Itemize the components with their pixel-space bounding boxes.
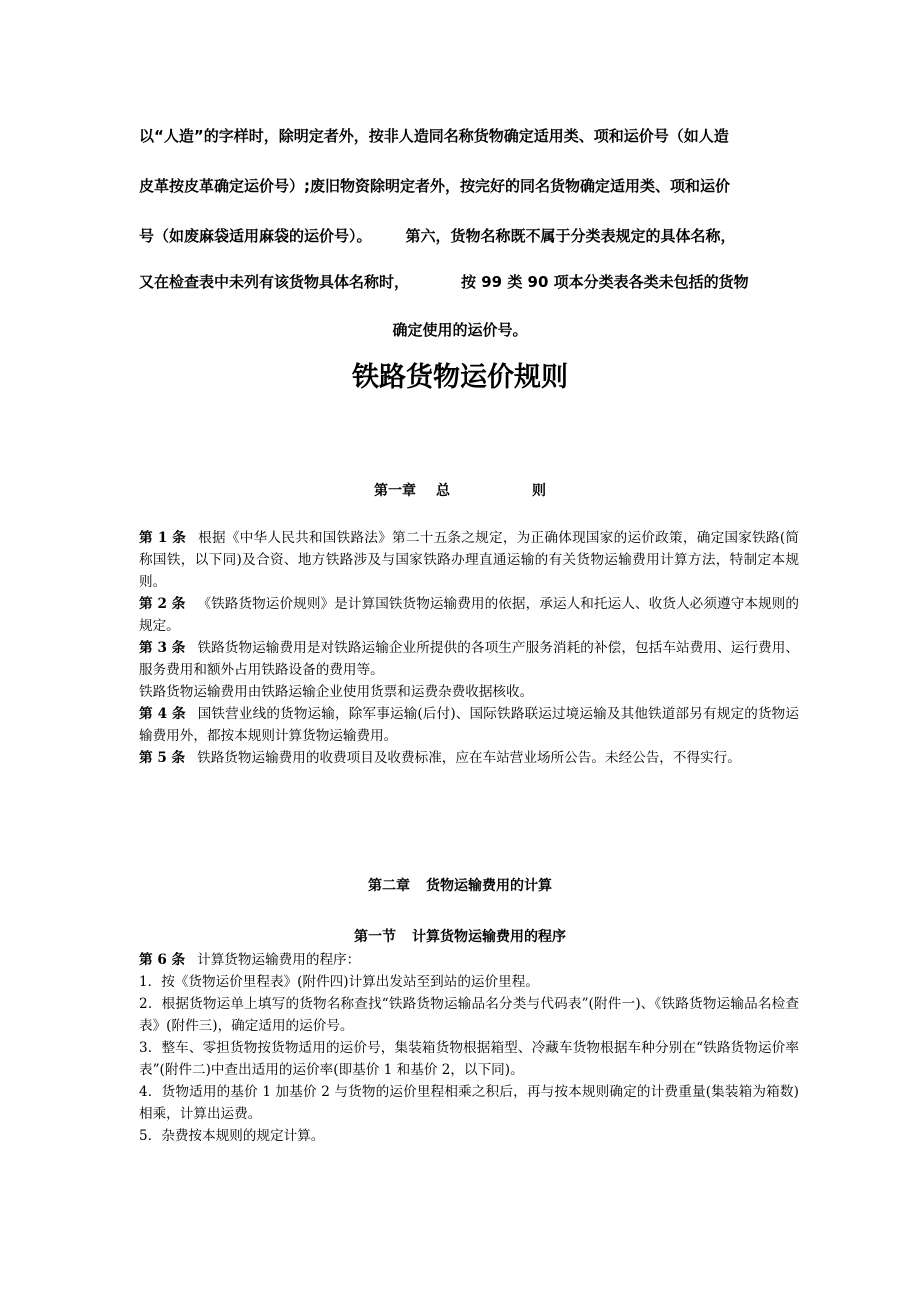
top-text-line-2: 皮革按皮革确定运价号）;废旧物资除明定者外，按完好的同名货物确定适用类、项和运价 bbox=[139, 177, 731, 195]
document-title: 铁路货物运价规则 bbox=[352, 362, 568, 393]
top-text-line-5: 确定使用的运价号。 bbox=[392, 321, 528, 339]
section-1-title: 计算货物运输费用的程序 bbox=[412, 929, 566, 945]
article-text: 铁路货物运输费用是对铁路运输企业所提供的各项生产服务消耗的补偿，包括车站费用、运行费用、服务费用和额外占用铁路设备的费用等。 bbox=[139, 640, 799, 678]
article-number: 第 4 条 bbox=[139, 706, 186, 722]
article-paragraph bbox=[139, 637, 799, 681]
chapter-2-title: 货物运输费用的计算 bbox=[426, 878, 552, 894]
article-paragraph bbox=[139, 681, 799, 703]
list-item: 4．货物适用的基价 1 加基价 2 与货物的运价里程相乘之积后，再与按本规则确定的计费重量(集装箱为箱数)相乘，计算出运费。 bbox=[139, 1084, 799, 1122]
top-text-line-4 bbox=[139, 272, 799, 292]
article-text: 计算货物运输费用的程序： bbox=[197, 952, 361, 968]
article-number: 第 5 条 bbox=[139, 750, 186, 766]
section-1-content bbox=[139, 949, 799, 1147]
chapter-2-heading bbox=[0, 876, 920, 896]
article-text: 铁路货物运输费用的收费项目及收费标准，应在车站营业场所公告。未经公告，不得实行。 bbox=[197, 750, 741, 766]
top-text-line-4b: 按 99 类 90 项本分类表各类未包括的货物 bbox=[461, 273, 749, 291]
article-text: 国铁营业线的货物运输，除军事运输(后付)、国际铁路联运过境运输及其他铁道部另有规定的货物运输费用外，都按本规则计算货物运输费用。 bbox=[139, 706, 799, 744]
article-paragraph bbox=[139, 593, 799, 637]
top-text-line-4a: 又在检查表中未列有该货物具体名称时， bbox=[139, 273, 410, 291]
top-text-line-3b: 第六，货物名称既不属于分类表规定的具体名称， bbox=[405, 227, 736, 245]
article-text: 根据《中华人民共和国铁路法》第二十五条之规定，为正确体现国家的运价政策，确定国家铁路(简称国铁，以下同)及合资、地方铁路涉及与国家铁路办理直通运输的有关货物运输费用计算方法，特制定本规则。 bbox=[139, 530, 799, 590]
article-text: 铁路货物运输费用由铁路运输企业使用货票和运费杂费收据核收。 bbox=[139, 684, 534, 700]
section-1-heading bbox=[0, 927, 920, 947]
article-text: 《铁路货物运价规则》是计算国铁货物运输费用的依据，承运人和托运人、收货人必须遵守本规则的规定。 bbox=[139, 596, 799, 634]
article-paragraph bbox=[139, 747, 799, 769]
list-item: 1．按《货物运价里程表》(附件四)计算出发站至到站的运价里程。 bbox=[139, 974, 539, 990]
top-text-line-3a: 号（如废麻袋适用麻袋的运价号）。 bbox=[139, 227, 372, 245]
chapter-1-articles bbox=[139, 527, 799, 769]
article-paragraph bbox=[139, 703, 799, 747]
article-number: 第 6 条 bbox=[139, 952, 186, 968]
list-item: 2．根据货物运单上填写的货物名称查找“铁路货物运输品名分类与代码表”(附件一)、《铁路货物运输品名检查表》(附件三)，确定适用的运价号。 bbox=[139, 996, 799, 1034]
chapter-2-number: 第二章 bbox=[368, 878, 410, 894]
chapter-1-title-a: 总 bbox=[436, 483, 450, 499]
chapter-1-number: 第一章 bbox=[374, 483, 416, 499]
article-paragraph bbox=[139, 527, 799, 593]
chapter-1-heading bbox=[0, 481, 920, 501]
article-number: 第 3 条 bbox=[139, 640, 186, 656]
article-paragraph bbox=[139, 949, 799, 971]
chapter-1-title-b: 则 bbox=[532, 483, 546, 499]
section-1-number: 第一节 bbox=[354, 929, 396, 945]
list-item: 5．杂费按本规则的规定计算。 bbox=[139, 1128, 325, 1144]
article-number: 第 1 条 bbox=[139, 530, 187, 546]
article-number: 第 2 条 bbox=[139, 596, 186, 612]
list-item: 3．整车、零担货物按货物适用的运价号，集装箱货物根据箱型、冷藏车货物根据车种分别在“铁路货物运价率表”(附件二)中查出适用的运价率(即基价 1 和基价 2，以下同)。 bbox=[139, 1040, 799, 1078]
top-text-line-1: 以“人造”的字样时，除明定者外，按非人造同名称货物确定适用类、项和运价号（如人造 bbox=[139, 127, 729, 145]
top-text-line-3 bbox=[139, 226, 799, 246]
